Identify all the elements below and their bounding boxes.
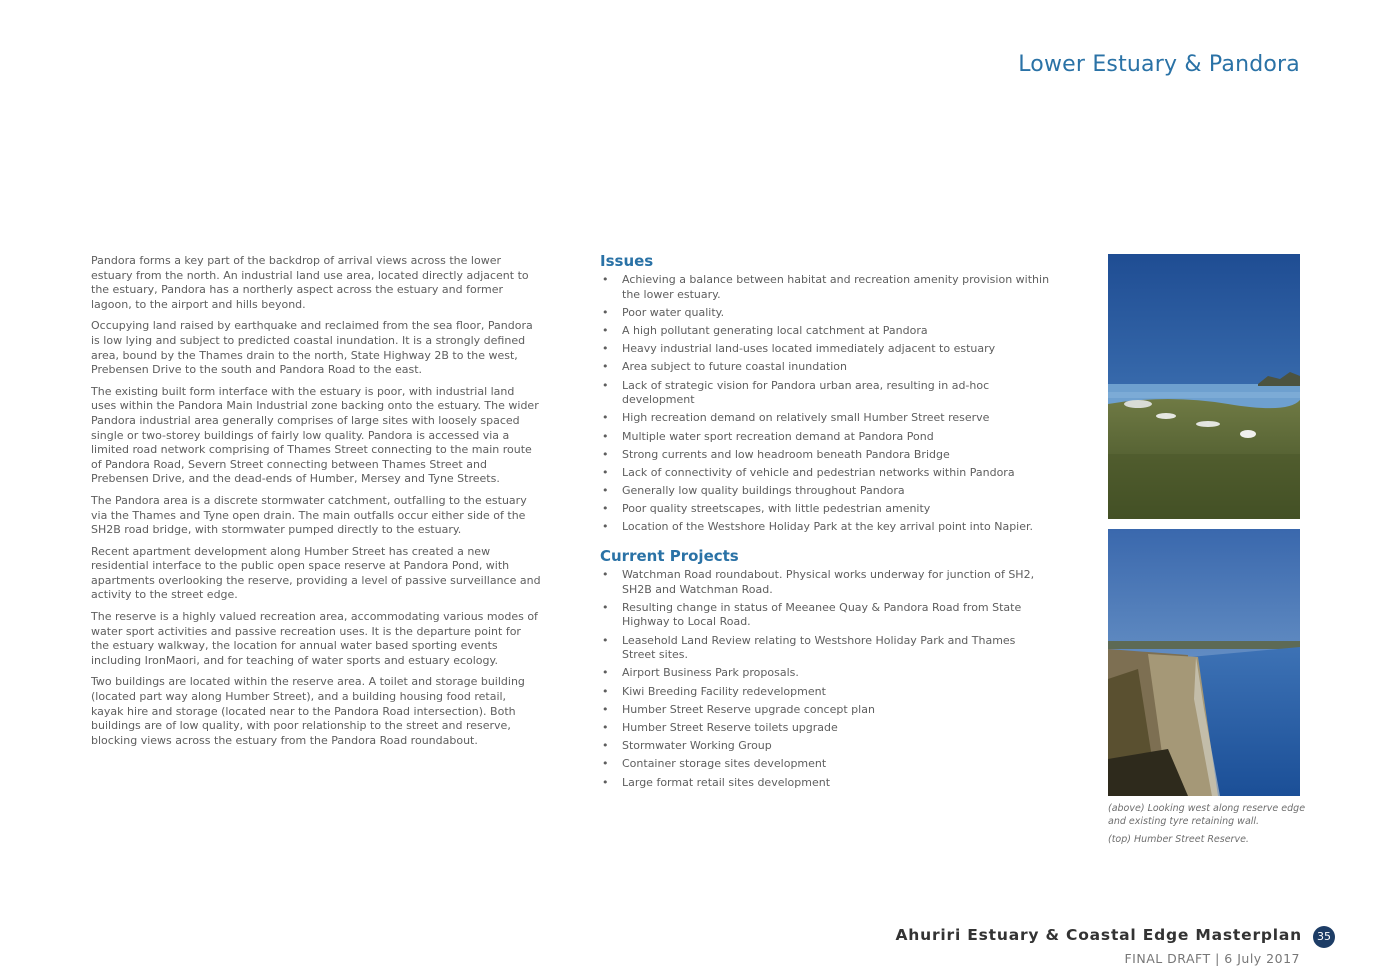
project-text: Stormwater Working Group [622,739,772,753]
bullet-icon: • [602,305,609,319]
issue-item [600,520,1050,535]
bullet-icon: • [602,520,609,534]
project-text: Container storage sites development [622,757,827,771]
issue-item [600,466,1050,481]
project-item [600,634,1050,663]
issue-text: Poor water quality. [622,305,725,319]
project-text: Kiwi Breeding Facility redevelopment [622,684,826,698]
issue-item [600,324,1050,339]
bullet-icon: • [602,757,609,771]
project-text: Large format retail sites development [622,775,831,789]
caption-top: (top) Humber Street Reserve. [1108,834,1249,845]
intro-paragraph: Occupying land raised by earthquake and reclaimed from the sea floor, Pandora is low lying and subject to predicted coastal inundation. It is a strongly defined area, bound by the Thames drain to the north, State Highway 2B to the west, Prebensen Drive to the south and Pandora Road to the east. [91,319,533,377]
humber-street-reserve-photo [1108,254,1300,519]
issue-item [600,306,1050,321]
issue-item [600,273,1050,302]
issue-text: Strong currents and low headroom beneath Pandora Bridge [622,447,950,461]
bullet-icon: • [602,342,609,356]
issue-text: Lack of strategic vision for Pandora urban area, resulting in ad-hoc development [622,378,990,407]
issue-item [600,484,1050,499]
issues-heading: Issues [600,252,654,270]
issues-projects-column [600,252,1050,794]
issue-item [600,411,1050,426]
bullet-icon: • [602,633,609,647]
project-text: Humber Street Reserve toilets upgrade [622,720,838,734]
bullet-icon: • [602,411,609,425]
issue-text: Achieving a balance between habitat and recreation amenity provision within the lower estuary. [622,273,1050,301]
bullet-icon: • [602,739,609,753]
bullet-icon: • [602,360,609,374]
bullet-icon: • [602,720,609,734]
bullet-icon: • [602,568,609,582]
document-title: Ahuriri Estuary & Coastal Edge Masterplan [895,926,1302,944]
intro-paragraph: The Pandora area is a discrete stormwater catchment, outfalling to the estuary via the Thames and Tyne open drain. The main outfalls occur either side of the SH2B road bridge, with stormwater pumped directly to the estuary. [91,493,527,537]
bullet-icon: • [602,429,609,443]
intro-paragraph: Pandora forms a key part of the backdrop of arrival views across the lower estuary from the north. An industrial land use area, located directly adjacent to the estuary, Pandora has a northerly aspect across the estuary and former lagoon, to the airport and hills beyond. [91,254,529,311]
issue-item [600,430,1050,445]
current-projects-heading: Current Projects [600,547,739,566]
bullet-icon: • [602,600,609,614]
project-text: Leasehold Land Review relating to Westshore Holiday Park and Thames Street sites. [622,633,1016,662]
issue-text: High recreation demand on relatively small Humber Street reserve [622,411,990,425]
bullet-icon: • [602,378,609,392]
project-item [600,739,1050,754]
draft-date-note: FINAL DRAFT | 6 July 2017 [1124,951,1300,966]
issue-text: Generally low quality buildings throughout Pandora [622,484,905,498]
issues-list [600,273,1050,535]
bullet-icon: • [602,775,609,789]
issue-text: Area subject to future coastal inundation [622,360,848,374]
issue-item [600,379,1050,408]
issue-item [600,360,1050,375]
issue-text: Poor quality streetscapes, with little pedestrian amenity [622,502,931,516]
project-item [600,685,1050,700]
issue-text: Heavy industrial land-uses located immediately adjacent to estuary [622,342,996,356]
bullet-icon: • [602,465,609,479]
issue-text: A high pollutant generating local catchment at Pandora [622,323,928,337]
bullet-icon: • [602,702,609,716]
project-item [600,703,1050,718]
issue-item [600,448,1050,463]
page-title: Lower Estuary & Pandora [1018,52,1300,77]
caption-above: (above) Looking west along reserve edge and existing tyre retaining wall. [1108,803,1306,827]
photo-captions [1108,802,1308,851]
bullet-icon: • [602,666,609,680]
project-text: Resulting change in status of Meeanee Quay & Pandora Road from State Highway to Local Road. [622,600,1022,629]
current-projects-list [600,568,1050,790]
issue-item [600,502,1050,517]
issue-text: Multiple water sport recreation demand at Pandora Pond [622,429,934,443]
bullet-icon: • [602,273,609,286]
project-text: Airport Business Park proposals. [622,666,799,680]
project-item [600,568,1050,597]
bullet-icon: • [602,484,609,498]
bullet-icon: • [602,502,609,516]
project-item [600,721,1050,736]
issue-text: Location of the Westshore Holiday Park at the key arrival point into Napier. [622,520,1034,534]
intro-paragraph: The reserve is a highly valued recreation area, accommodating various modes of water sport activities and passive recreation uses. It is the departure point for the estuary walkway, the location for annual water based sporting events including IronMaori, and for teaching of water sports and estuary ecology. [91,610,538,667]
project-item [600,757,1050,772]
project-item [600,601,1050,630]
project-item [600,666,1050,681]
project-text: Humber Street Reserve upgrade concept plan [622,702,875,716]
issue-item [600,342,1050,357]
bullet-icon: • [602,323,609,337]
bullet-icon: • [602,684,609,698]
intro-paragraph: The existing built form interface with the estuary is poor, with industrial land uses within the Pandora Main Industrial zone backing onto the estuary. The wider Pandora industrial area generally comprises of large sites with loosely spaced single or two-storey buildings of fairly low quality. Pandora is accessed via a limited road network comprising of Thames Street connecting to the main route of Pandora Road, Severn Street connecting between Thames Street and Prebensen Drive, and the dead-ends of Humber, Mersey and Tyne Streets. [91,384,539,486]
intro-paragraph: Two buildings are located within the reserve area. A toilet and storage building (located part way along Humber Street), and a building housing food retail, kayak hire and storage (located near to the Pandora Road intersection). Both buildings are of low quality, with poor relationship to the street and reserve, blocking views across the estuary from the Pandora Road roundabout. [91,675,525,747]
bullet-icon: • [602,447,609,461]
issue-text: Lack of connectivity of vehicle and pedestrian networks within Pandora [622,465,1015,479]
reserve-edge-photo [1108,529,1300,796]
intro-paragraph: Recent apartment development along Humber Street has created a new residential interface to the public open space reserve at Pandora Pond, with apartments overlooking the reserve, providing a level of passive surveillance and activity to the street edge. [91,544,541,602]
intro-text-column [91,254,541,755]
project-text: Watchman Road roundabout. Physical works underway for junction of SH2, SH2B and Watchman Road. [622,568,1035,596]
project-item [600,776,1050,791]
page-number-badge: 35 [1313,926,1335,948]
